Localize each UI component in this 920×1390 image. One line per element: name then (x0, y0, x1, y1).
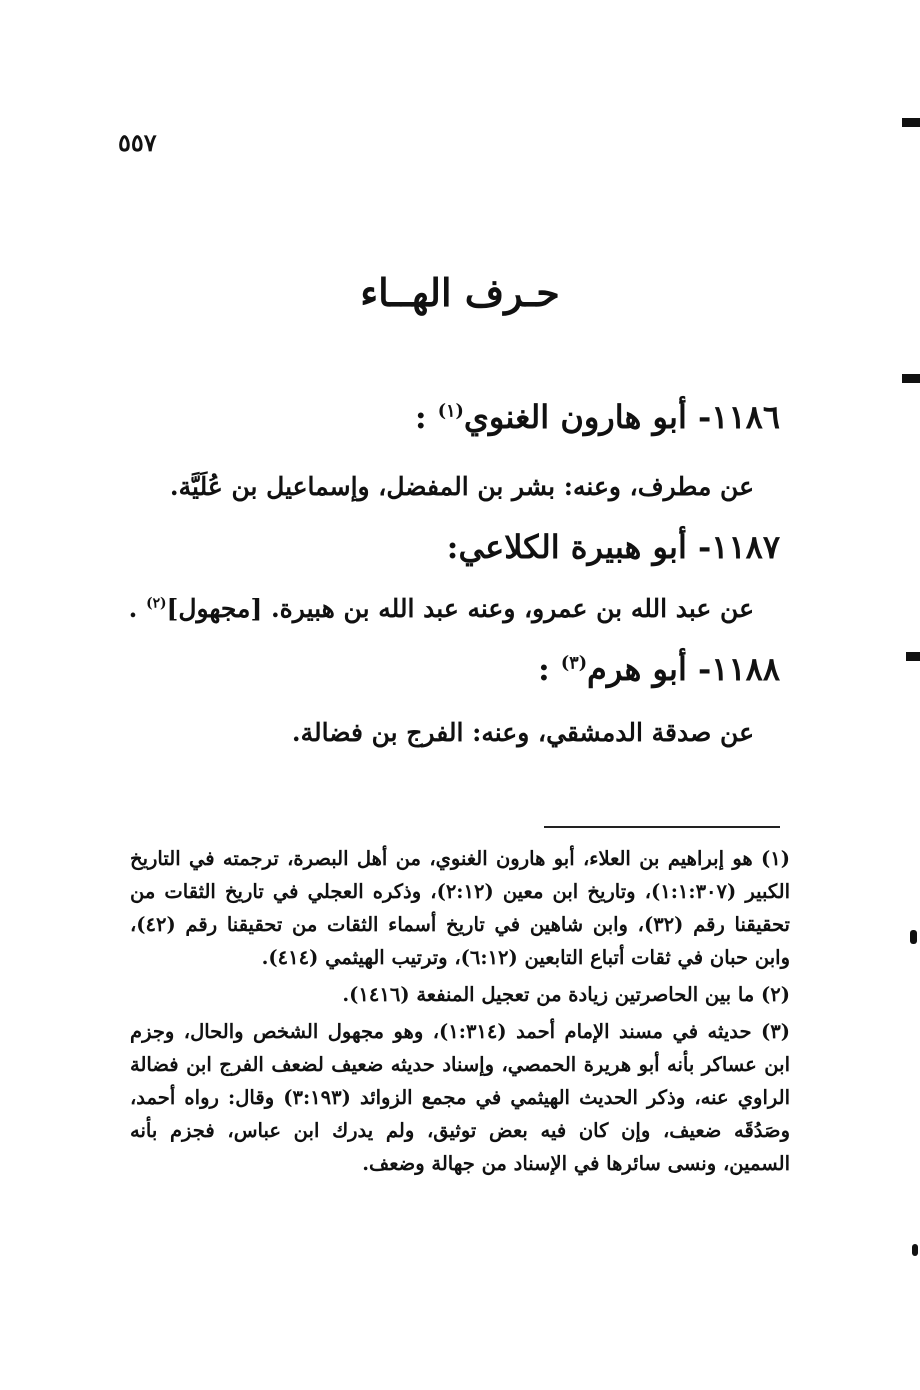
footnote-ref: (٢) (146, 595, 167, 612)
entry-heading-suffix: : (537, 650, 561, 688)
entry-body-suffix: . (128, 594, 147, 623)
entry-heading-suffix: : (414, 398, 438, 436)
footnote-ref: (١) (437, 400, 464, 422)
page-number: ٥٥٧ (118, 128, 157, 157)
scan-edge-mark (902, 118, 920, 127)
entry-body-text: عن عبد الله بن عمرو، وعنه عبد الله بن هبيرة. [مجهول] (166, 594, 754, 623)
entry-body-1188: عن صدقة الدمشقي، وعنه: الفرج بن فضالة. (291, 718, 754, 747)
footnotes (130, 842, 790, 1184)
entry-body-1187 (129, 594, 754, 623)
entry-heading-1187: ١١٨٧- أبو هبيرة الكلاعي: (446, 528, 780, 566)
footnote-2: (٢) ما بين الحاصرتين زيادة من تعجيل المنفعة (١٤١٦). (342, 983, 790, 1006)
entry-heading-text: ١١٨٨- أبو هرم (587, 650, 780, 688)
footnote-ref: (٣) (560, 652, 588, 674)
scan-edge-mark (910, 930, 917, 944)
scan-edge-mark (902, 374, 920, 383)
entry-heading-text: ١١٨٦- أبو هارون الغنوي (463, 398, 780, 436)
entry-heading-1188 (538, 650, 780, 688)
scan-edge-mark (912, 1244, 918, 1256)
scan-edge-mark (906, 652, 920, 661)
entry-heading-1186 (415, 398, 780, 436)
footnote-3: (٣) حديثه في مسند الإمام أحمد (١:٣١٤)، وهو مجهول الشخص والحال، وجزم ابن عساكر بأنه أبو هريرة الحمصي، وإسناد حديثه ضعيف لضعف الفرج ابن فضالة الراوي عنه، وذكر الحديث الهيثمي في مجمع الزوائد (٣:١٩٣) وقال: رواه أحمد، وصَدُقَه ضعيف، وإن كان فيه بعض توثيق، ولم يدرك ابن عباس، فجزم بأنه السمين، ونسى سائرها في الإسناد من جهالة وضعف. (130, 1020, 790, 1175)
entry-body-1186: عن مطرف، وعنه: بشر بن المفضل، وإسماعيل بن عُلَيَّة. (169, 472, 754, 501)
footnote-separator (544, 826, 780, 828)
chapter-title: حـرف الهــاء (360, 270, 560, 315)
footnote-1: (١) هو إبراهيم بن العلاء، أبو هارون الغنوي، من أهل البصرة، ترجمته في التاريخ الكبير (١:١:٣٠٧)، وتاريخ ابن معين (٢:١٢)، وذكره العجلي في تاريخ الثقات من تحقيقنا رقم (٣٢)، وابن شاهين في تاريخ أسماء الثقات من تحقيقنا رقم (٤٢)، وابن حبان في ثقات أتباع التابعين (٦:١٢)، وترتيب الهيثمي (٤١٤). (130, 847, 791, 969)
